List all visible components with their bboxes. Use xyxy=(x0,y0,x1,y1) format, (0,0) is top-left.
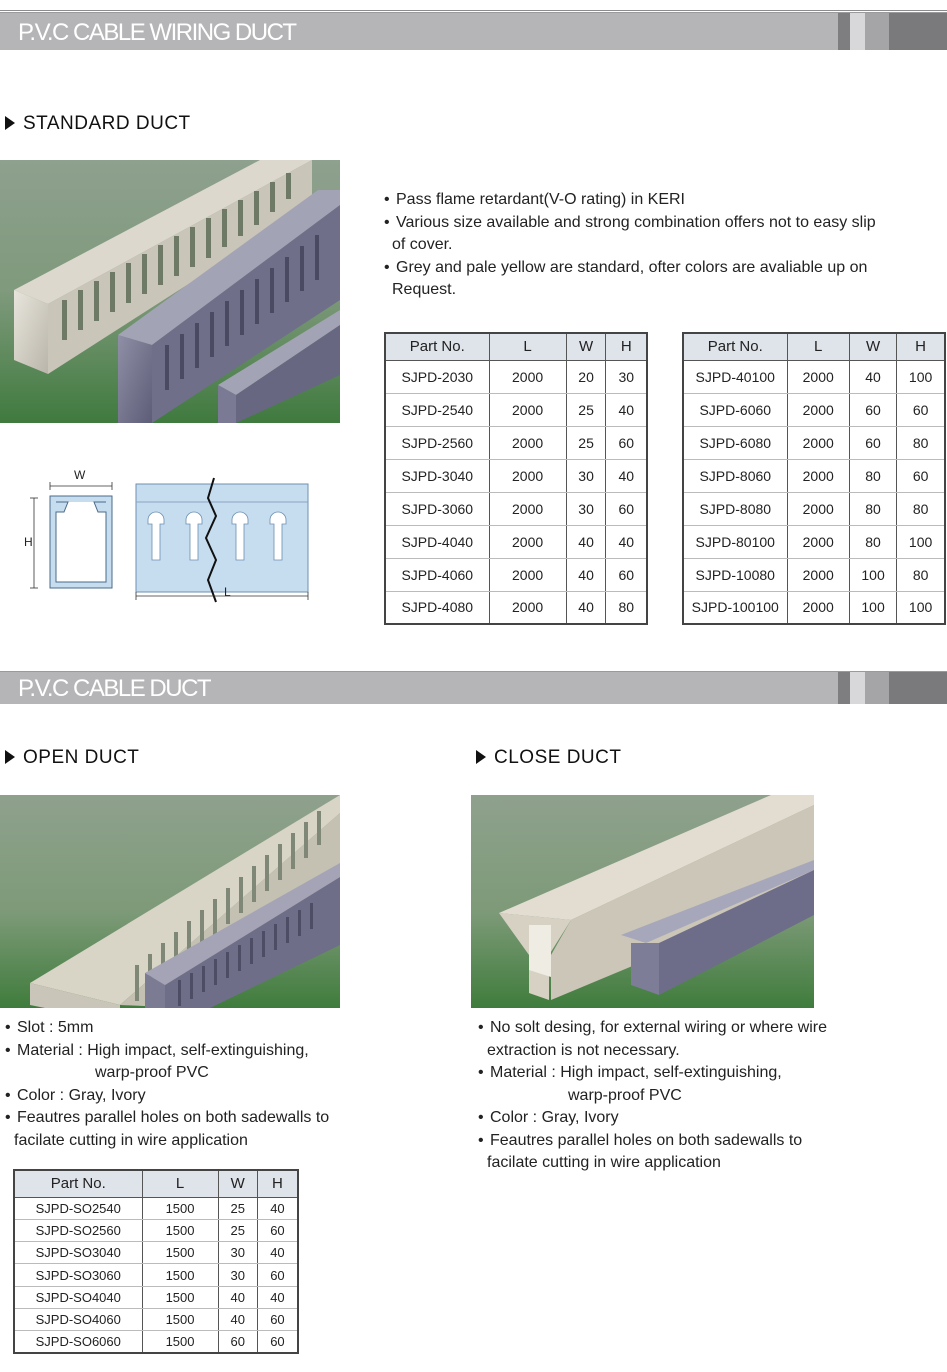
cell-l: 2000 xyxy=(489,393,566,426)
cell-part-no: SJPD-6080 xyxy=(683,426,787,459)
feature-item-continued: warp-proof PVC xyxy=(568,1086,682,1104)
open-duct-heading: OPEN DUCT xyxy=(5,747,139,769)
feature-item: • Material : High impact, self-extinguishing, xyxy=(5,1040,385,1063)
close-duct-heading: CLOSE DUCT xyxy=(476,747,621,769)
cell-l: 2000 xyxy=(489,360,566,393)
cell-l: 2000 xyxy=(787,492,849,525)
cell-l: 2000 xyxy=(489,426,566,459)
cell-w: 80 xyxy=(849,525,896,558)
cell-part-no: SJPD-SO3040 xyxy=(14,1242,142,1264)
cell-part-no: SJPD-100100 xyxy=(683,591,787,624)
feature-item-continued: extraction is not necessary. xyxy=(487,1041,680,1059)
cell-w: 25 xyxy=(566,426,606,459)
cell-part-no: SJPD-4040 xyxy=(385,525,489,558)
section-banner-cable-duct xyxy=(0,671,947,704)
cell-h: 30 xyxy=(606,360,647,393)
cell-part-no: SJPD-2540 xyxy=(385,393,489,426)
cell-part-no: SJPD-SO2540 xyxy=(14,1197,142,1219)
standard-duct-heading: STANDARD DUCT xyxy=(5,113,191,135)
col-header-w: W xyxy=(218,1170,257,1197)
cell-w: 25 xyxy=(566,393,606,426)
cell-w: 40 xyxy=(218,1286,257,1308)
table-row xyxy=(385,591,647,624)
top-rule xyxy=(0,10,947,11)
cell-h: 80 xyxy=(897,558,945,591)
feature-item: • No solt desing, for external wiring or where wire xyxy=(478,1017,918,1040)
cell-h: 60 xyxy=(606,492,647,525)
table-row xyxy=(385,558,647,591)
cell-w: 30 xyxy=(566,492,606,525)
cell-w: 60 xyxy=(849,426,896,459)
table-row xyxy=(14,1264,298,1286)
standard-duct-table-left xyxy=(384,332,648,625)
cell-l: 2000 xyxy=(787,558,849,591)
cell-w: 60 xyxy=(218,1331,257,1353)
feature-item-continued: warp-proof PVC xyxy=(95,1064,209,1081)
cell-part-no: SJPD-SO2560 xyxy=(14,1219,142,1241)
col-header-l: L xyxy=(787,333,849,360)
cell-part-no: SJPD-2030 xyxy=(385,360,489,393)
table-row xyxy=(683,360,945,393)
cell-part-no: SJPD-40100 xyxy=(683,360,787,393)
table-row xyxy=(683,591,945,624)
cell-h: 100 xyxy=(897,525,945,558)
cell-part-no: SJPD-8080 xyxy=(683,492,787,525)
cell-h: 60 xyxy=(257,1219,298,1241)
table-row xyxy=(14,1331,298,1353)
cell-part-no: SJPD-4060 xyxy=(385,558,489,591)
cell-h: 80 xyxy=(897,426,945,459)
cell-l: 2000 xyxy=(787,426,849,459)
table-row xyxy=(683,426,945,459)
table-row xyxy=(385,360,647,393)
col-header-h: H xyxy=(257,1170,298,1197)
cell-part-no: SJPD-80100 xyxy=(683,525,787,558)
feature-item: • Material : High impact, self-extinguishing, xyxy=(478,1062,918,1085)
cell-l: 2000 xyxy=(489,459,566,492)
cell-l: 1500 xyxy=(142,1286,218,1308)
open-duct-photo xyxy=(0,795,340,1008)
cell-h: 60 xyxy=(257,1264,298,1286)
col-header-w: W xyxy=(849,333,896,360)
section-banner-wiring-duct xyxy=(0,12,947,50)
cell-h: 60 xyxy=(257,1331,298,1353)
cell-l: 2000 xyxy=(489,525,566,558)
cell-l: 2000 xyxy=(489,558,566,591)
cell-h: 60 xyxy=(897,459,945,492)
feature-item-continued: Request. xyxy=(392,281,457,298)
cell-h: 40 xyxy=(606,525,647,558)
cell-l: 2000 xyxy=(787,591,849,624)
table-row xyxy=(14,1242,298,1264)
cell-h: 40 xyxy=(257,1197,298,1219)
cell-w: 25 xyxy=(218,1219,257,1241)
cell-l: 2000 xyxy=(787,525,849,558)
cell-w: 80 xyxy=(849,492,896,525)
cell-h: 40 xyxy=(257,1286,298,1308)
dim-label-w: W xyxy=(74,468,86,482)
cell-w: 30 xyxy=(218,1242,257,1264)
cell-l: 1500 xyxy=(142,1197,218,1219)
cell-w: 40 xyxy=(566,525,606,558)
table-row xyxy=(385,426,647,459)
triangle-right-icon xyxy=(476,750,486,764)
cell-h: 100 xyxy=(897,360,945,393)
cell-h: 60 xyxy=(606,558,647,591)
cell-part-no: SJPD-SO4060 xyxy=(14,1308,142,1330)
cell-w: 100 xyxy=(849,591,896,624)
col-header-w: W xyxy=(566,333,606,360)
col-header-l: L xyxy=(489,333,566,360)
cell-h: 80 xyxy=(606,591,647,624)
cell-h: 80 xyxy=(897,492,945,525)
feature-item-continued: facilate cutting in wire application xyxy=(14,1131,248,1149)
close-duct-features xyxy=(478,1017,918,1175)
cell-h: 60 xyxy=(606,426,647,459)
cell-l: 1500 xyxy=(142,1242,218,1264)
table-row xyxy=(683,525,945,558)
cell-l: 2000 xyxy=(787,393,849,426)
cell-l: 2000 xyxy=(787,360,849,393)
table-row xyxy=(683,492,945,525)
col-header-h: H xyxy=(606,333,647,360)
cell-w: 40 xyxy=(566,591,606,624)
cell-w: 100 xyxy=(849,558,896,591)
table-row xyxy=(683,558,945,591)
cell-l: 1500 xyxy=(142,1308,218,1330)
table-row xyxy=(683,459,945,492)
cell-part-no: SJPD-3040 xyxy=(385,459,489,492)
cell-h: 40 xyxy=(257,1242,298,1264)
cell-part-no: SJPD-SO3060 xyxy=(14,1264,142,1286)
table-row xyxy=(385,459,647,492)
cell-w: 20 xyxy=(566,360,606,393)
standard-duct-photo xyxy=(0,160,340,423)
standard-duct-table-right xyxy=(682,332,946,625)
table-row xyxy=(385,525,647,558)
cell-w: 40 xyxy=(218,1308,257,1330)
col-header-part-no: Part No. xyxy=(385,333,489,360)
col-header-part-no: Part No. xyxy=(683,333,787,360)
dim-label-h: H xyxy=(24,535,33,549)
cell-w: 40 xyxy=(849,360,896,393)
cell-part-no: SJPD-6060 xyxy=(683,393,787,426)
banner-title: P.V.C CABLE WIRING DUCT xyxy=(18,19,296,46)
cell-w: 80 xyxy=(849,459,896,492)
table-row xyxy=(683,393,945,426)
open-duct-table xyxy=(13,1169,299,1354)
open-duct-features xyxy=(5,1017,385,1152)
cell-w: 60 xyxy=(849,393,896,426)
cell-l: 2000 xyxy=(489,492,566,525)
cell-part-no: SJPD-8060 xyxy=(683,459,787,492)
close-duct-photo xyxy=(471,795,814,1008)
col-header-h: H xyxy=(897,333,945,360)
cell-part-no: SJPD-10080 xyxy=(683,558,787,591)
triangle-right-icon xyxy=(5,116,15,130)
cell-part-no: SJPD-SO6060 xyxy=(14,1331,142,1353)
cell-h: 40 xyxy=(606,393,647,426)
table-row xyxy=(14,1308,298,1330)
cell-w: 30 xyxy=(566,459,606,492)
feature-item: • Feautres parallel holes on both sadewalls to xyxy=(5,1107,385,1130)
feature-item: • Grey and pale yellow are standard, ofter colors are avaliable up on xyxy=(384,257,924,280)
cell-part-no: SJPD-SO4040 xyxy=(14,1286,142,1308)
cell-part-no: SJPD-4080 xyxy=(385,591,489,624)
cell-l: 1500 xyxy=(142,1219,218,1241)
cell-l: 2000 xyxy=(489,591,566,624)
cell-w: 30 xyxy=(218,1264,257,1286)
table-row xyxy=(14,1286,298,1308)
triangle-right-icon xyxy=(5,750,15,764)
table-row xyxy=(385,393,647,426)
feature-item: • Color : Gray, Ivory xyxy=(478,1107,918,1130)
cell-h: 60 xyxy=(257,1308,298,1330)
feature-item-continued: facilate cutting in wire application xyxy=(487,1154,721,1171)
feature-item-continued: of cover. xyxy=(392,236,453,253)
feature-item: • Color : Gray, Ivory xyxy=(5,1085,385,1108)
standard-duct-features xyxy=(384,189,924,302)
col-header-l: L xyxy=(142,1170,218,1197)
feature-item: • Pass flame retardant(V-O rating) in KERI xyxy=(384,189,924,212)
feature-item: • Feautres parallel holes on both sadewalls to xyxy=(478,1130,918,1153)
cell-l: 1500 xyxy=(142,1331,218,1353)
feature-item: • Slot : 5mm xyxy=(5,1017,385,1040)
table-row xyxy=(14,1219,298,1241)
cell-l: 1500 xyxy=(142,1264,218,1286)
table-row xyxy=(14,1197,298,1219)
table-row xyxy=(385,492,647,525)
cell-l: 2000 xyxy=(787,459,849,492)
cell-w: 25 xyxy=(218,1197,257,1219)
col-header-part-no: Part No. xyxy=(14,1170,142,1197)
banner-title: P.V.C CABLE DUCT xyxy=(18,675,211,702)
duct-dimension-diagram xyxy=(20,468,320,603)
cell-w: 40 xyxy=(566,558,606,591)
cell-h: 40 xyxy=(606,459,647,492)
cell-part-no: SJPD-2560 xyxy=(385,426,489,459)
dim-label-l: L xyxy=(224,585,231,599)
cell-h: 100 xyxy=(897,591,945,624)
cell-h: 60 xyxy=(897,393,945,426)
cell-part-no: SJPD-3060 xyxy=(385,492,489,525)
feature-item: • Various size available and strong combination offers not to easy slip xyxy=(384,212,924,235)
